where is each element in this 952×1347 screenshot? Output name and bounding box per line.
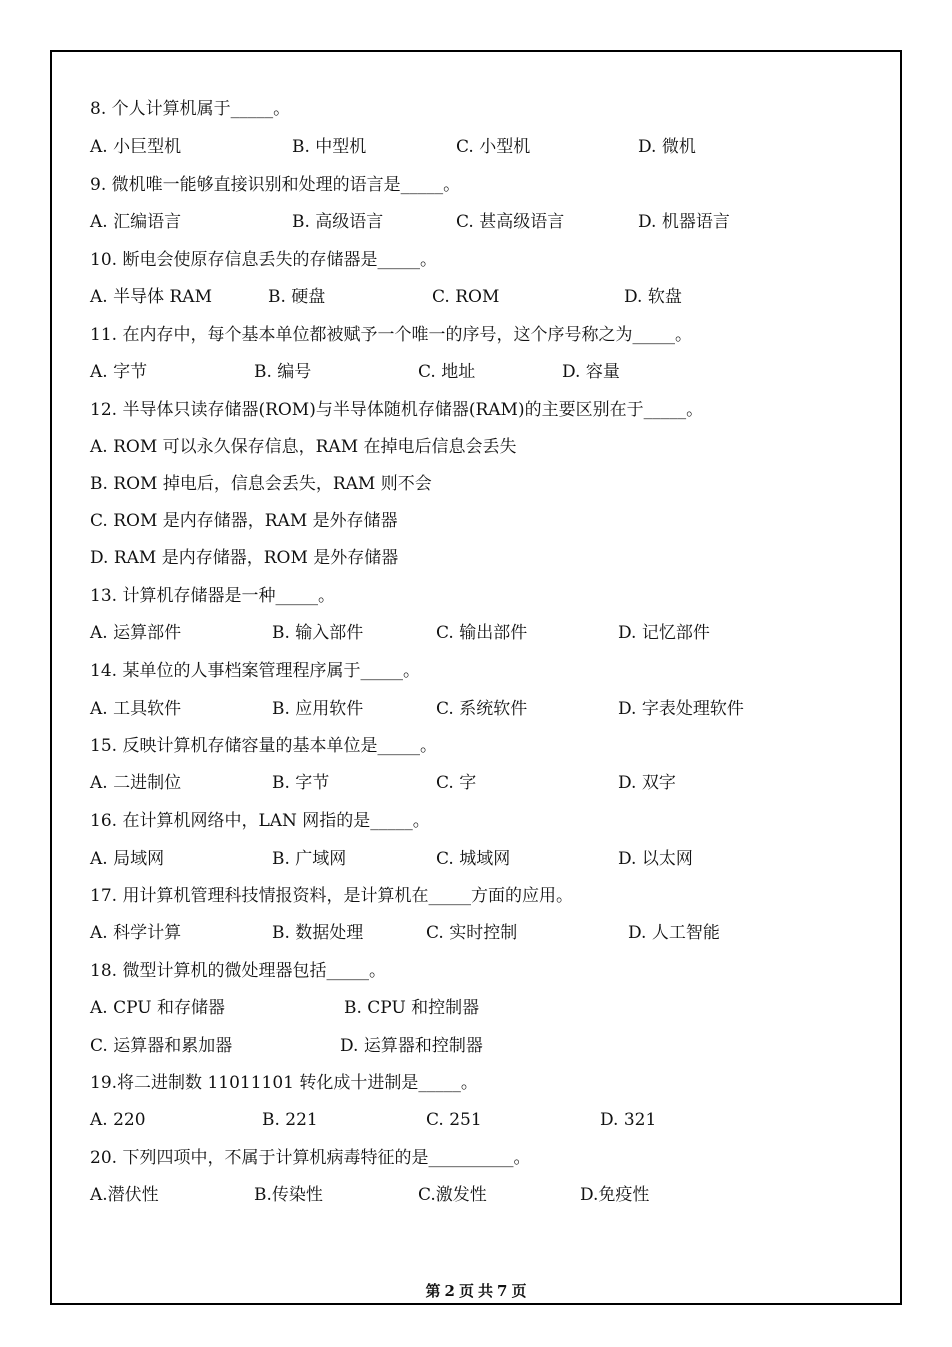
question-16-option-b: B. 广域网 [272,849,347,869]
question-11-option-a: A. 字节 [90,362,148,382]
question-13-option-d: D. 记忆部件 [618,623,710,643]
question-16-option-d: D. 以太网 [618,849,693,869]
question-14-stem: 14. 某单位的人事档案管理程序属于_____。 [90,661,420,681]
question-8-stem: 8. 个人计算机属于_____。 [90,99,291,119]
question-17-option-c: C. 实时控制 [426,923,518,943]
question-8-option-c: C. 小型机 [456,137,531,157]
question-11-stem: 11. 在内存中，每个基本单位都被赋予一个唯一的序号，这个序号称之为_____。 [90,325,692,345]
footer-total-pages: 7 [497,1282,508,1300]
question-17-stem: 17. 用计算机管理科技情报资料，是计算机在_____方面的应用。 [90,886,573,906]
question-12-stem: 12. 半导体只读存储器(ROM)与半导体随机存储器(RAM)的主要区别在于_____。 [90,400,704,420]
question-11-option-c: C. 地址 [418,362,476,382]
footer-di: 第 [425,1282,441,1300]
question-10-stem: 10. 断电会使原存信息丢失的存储器是_____。 [90,250,437,270]
question-14-option-c: C. 系统软件 [436,699,528,719]
question-19-option-c: C. 251 [426,1110,482,1130]
question-11-option-b: B. 编号 [254,362,312,382]
question-15-stem: 15. 反映计算机存储容量的基本单位是_____。 [90,736,437,756]
footer-page-number: 2 [444,1282,455,1300]
question-19-option-a: A. 220 [90,1110,146,1130]
question-20-option-b: B.传染性 [254,1185,323,1205]
question-19-stem: 19.将二进制数 11011101 转化成十进制是_____。 [90,1073,478,1093]
question-13-option-b: B. 输入部件 [272,623,364,643]
question-8-option-d: D. 微机 [638,137,696,157]
question-16-stem: 16. 在计算机网络中，LAN 网指的是_____。 [90,811,430,831]
question-12-option-a: A. ROM 可以永久保存信息，RAM 在掉电后信息会丢失 [90,437,517,457]
question-19-option-d: D. 321 [600,1110,657,1130]
question-13-option-a: A. 运算部件 [90,623,182,643]
question-10-option-d: D. 软盘 [624,287,682,307]
question-17-option-a: A. 科学计算 [90,923,182,943]
question-9-option-c: C. 甚高级语言 [456,212,565,232]
question-14-option-b: B. 应用软件 [272,699,364,719]
question-20-option-c: C.激发性 [418,1185,487,1205]
question-9-option-a: A. 汇编语言 [90,212,182,232]
question-16-option-c: C. 城域网 [436,849,511,869]
question-13-stem: 13. 计算机存储器是一种_____。 [90,586,335,606]
question-18-option-d: D. 运算器和控制器 [340,1036,483,1056]
question-11-option-d: D. 容量 [562,362,620,382]
question-9-stem: 9. 微机唯一能够直接识别和处理的语言是_____。 [90,175,461,195]
question-9-option-d: D. 机器语言 [638,212,730,232]
question-17-option-d: D. 人工智能 [628,923,720,943]
footer-gong: 共 [478,1282,494,1300]
question-18-stem: 18. 微型计算机的微处理器包括_____。 [90,961,386,981]
question-10-option-a: A. 半导体 RAM [90,287,212,307]
question-12-option-d: D. RAM 是内存储器，ROM 是外存储器 [90,548,399,568]
question-16-option-a: A. 局域网 [90,849,165,869]
question-13-option-c: C. 输出部件 [436,623,528,643]
question-18-option-c: C. 运算器和累加器 [90,1036,233,1056]
page-footer [0,1281,952,1301]
question-15-option-d: D. 双字 [618,773,676,793]
question-8-option-b: B. 中型机 [292,137,367,157]
question-18-option-a: A. CPU 和存储器 [90,998,225,1018]
footer-ye2: 页 [511,1282,527,1300]
question-10-option-b: B. 硬盘 [268,287,326,307]
question-14-option-d: D. 字表处理软件 [618,699,744,719]
question-20-option-a: A.潜伏性 [90,1185,159,1205]
question-10-option-c: C. ROM [432,287,500,307]
question-14-option-a: A. 工具软件 [90,699,182,719]
question-9-option-b: B. 高级语言 [292,212,384,232]
question-8-option-a: A. 小巨型机 [90,137,182,157]
question-15-option-a: A. 二进制位 [90,773,182,793]
question-20-stem: 20. 下列四项中，不属于计算机病毒特征的是__________。 [90,1148,531,1168]
question-12-option-b: B. ROM 掉电后，信息会丢失，RAM 则不会 [90,474,432,494]
footer-ye: 页 [458,1282,474,1300]
question-12-option-c: C. ROM 是内存储器，RAM 是外存储器 [90,511,398,531]
question-15-option-b: B. 字节 [272,773,330,793]
question-15-option-c: C. 字 [436,773,477,793]
question-17-option-b: B. 数据处理 [272,923,364,943]
question-19-option-b: B. 221 [262,1110,318,1130]
question-18-option-b: B. CPU 和控制器 [344,998,480,1018]
question-20-option-d: D.免疫性 [580,1185,650,1205]
